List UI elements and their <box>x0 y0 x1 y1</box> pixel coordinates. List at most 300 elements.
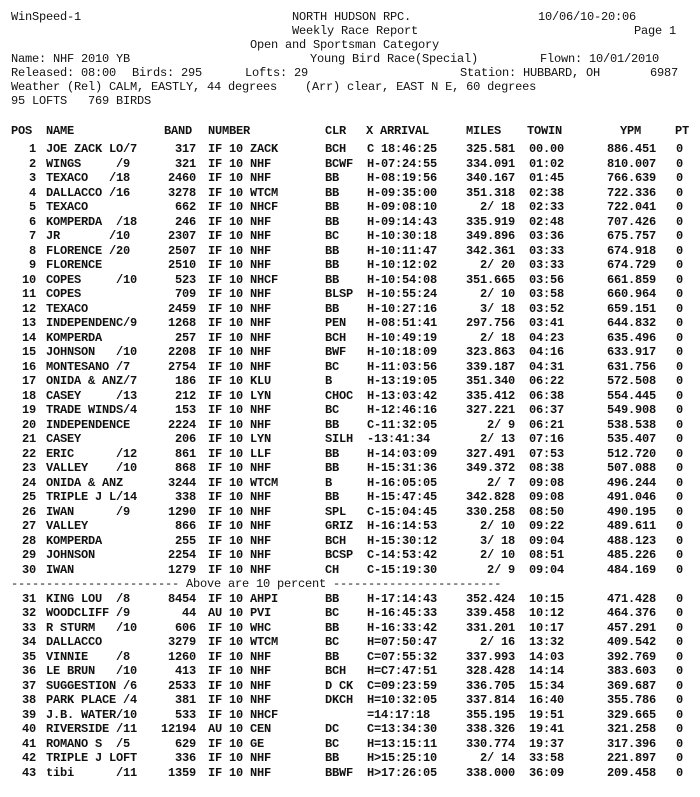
cell-band: 3278 <box>167 185 196 200</box>
cell-pos: 19 <box>21 403 36 417</box>
cell-miles: 323.863 <box>465 345 515 359</box>
cell-ypm: 886.451 <box>606 142 656 156</box>
col-number: NUMBER <box>208 124 251 138</box>
cell-name: INDEPENDENCE <box>46 417 131 432</box>
race-name: Name: NHF 2010 YB <box>11 52 131 66</box>
cell-ypm: 409.542 <box>606 635 656 649</box>
cell-pos: 16 <box>21 359 36 374</box>
cell-arrival: H-15:31:36 <box>367 461 438 475</box>
cell-name: RIVERSIDE /11 <box>46 722 138 736</box>
cell-number: IF 10 NHF <box>208 287 272 301</box>
cell-arrival: =14:17:18 <box>367 707 431 722</box>
cell-ypm: 485.226 <box>606 548 656 562</box>
cell-clr: BC <box>325 635 340 649</box>
cell-arrival: H>15:25:10 <box>367 751 438 765</box>
cell-name: DALLACCO /16 <box>46 185 131 200</box>
cell-pt: 0 <box>675 374 683 388</box>
cell-towin: 09:22 <box>528 519 564 533</box>
cell-band: 2208 <box>167 345 196 359</box>
cell-pos: 27 <box>21 519 36 533</box>
cell-band: 246 <box>174 214 196 229</box>
cell-band: 413 <box>174 664 196 678</box>
cell-pt: 0 <box>675 548 683 562</box>
cell-ypm: 707.426 <box>606 214 656 229</box>
cell-number: IF 10 AHPI <box>208 591 279 606</box>
cell-band: 868 <box>174 461 196 475</box>
cell-miles: 328.428 <box>465 664 515 678</box>
cell-name: ONIDA & ANZ/7 <box>46 374 138 388</box>
cell-pt: 0 <box>675 591 683 606</box>
table-row <box>0 244 700 258</box>
cell-name: DALLACCO <box>46 635 103 649</box>
cell-name: IWAN /9 <box>46 504 131 519</box>
cell-miles: 339.187 <box>465 359 515 374</box>
cell-towin: 33:58 <box>528 751 564 765</box>
cell-number: IF 10 NHCF <box>208 272 279 287</box>
cell-pt: 0 <box>675 330 683 345</box>
table-row <box>0 403 700 417</box>
cell-towin: 15:34 <box>528 678 564 693</box>
cell-pt: 0 <box>675 707 683 722</box>
cell-number: IF 10 NHF <box>208 171 272 185</box>
club-name: NORTH HUDSON RPC. <box>292 10 412 24</box>
cell-pos: 7 <box>28 229 36 243</box>
cell-ypm: 810.007 <box>606 156 656 171</box>
cell-band: 338 <box>174 490 196 504</box>
cell-miles: 2/ 10 <box>479 548 515 562</box>
cell-arrival: H-10:54:08 <box>367 272 438 287</box>
cell-number: AU 10 CEN <box>208 722 272 736</box>
cell-ypm: 496.244 <box>606 475 656 490</box>
weather: Weather (Rel) CALM, EASTLY, 44 degrees (Arr) clear, EAST N E, 60 degrees <box>11 80 537 94</box>
cell-name: KING LOU /8 <box>46 591 131 606</box>
cell-pos: 20 <box>21 417 36 432</box>
page-number: Page 1 <box>634 24 677 38</box>
cell-arrival: H-10:49:19 <box>367 330 438 345</box>
cell-arrival: H-10:11:47 <box>367 243 438 258</box>
cell-pos: 1 <box>28 142 36 156</box>
cell-number: IF 10 NHF <box>208 490 272 504</box>
cell-number: IF 10 NHF <box>208 533 272 548</box>
table-row <box>0 273 700 287</box>
cell-pos: 39 <box>21 707 36 722</box>
cell-clr: BB <box>325 649 340 664</box>
cell-pt: 0 <box>675 649 683 664</box>
col-clr: CLR <box>325 124 347 138</box>
cell-name: PARK PLACE /4 <box>46 693 138 707</box>
table-row <box>0 635 700 649</box>
cell-miles: 338.326 <box>465 722 515 736</box>
cell-pt: 0 <box>675 490 683 504</box>
cell-name: MONTESANO /7 <box>46 359 131 374</box>
cell-miles: 339.458 <box>465 606 515 620</box>
cell-ypm: 535.407 <box>606 432 656 446</box>
cell-pt: 0 <box>675 171 683 185</box>
cell-pt: 0 <box>675 388 683 403</box>
cell-name: R STURM /10 <box>46 620 138 635</box>
cell-pos: 23 <box>21 461 36 475</box>
table-row <box>0 519 700 533</box>
cell-ypm: 722.041 <box>606 200 656 214</box>
cell-name: WOODCLIFF /9 <box>46 606 131 620</box>
cell-pos: 37 <box>21 678 36 693</box>
cell-arrival: H-09:14:43 <box>367 214 438 229</box>
cell-ypm: 490.195 <box>606 504 656 519</box>
cell-clr: GRIZ <box>325 519 354 533</box>
cell-arrival: C=07:55:32 <box>367 649 438 664</box>
table-row <box>0 447 700 461</box>
cell-band: 255 <box>174 533 196 548</box>
cell-ypm: 321.258 <box>606 722 656 736</box>
cell-arrival: H-08:19:56 <box>367 171 438 185</box>
cell-towin: 36:09 <box>528 765 564 780</box>
cell-miles: 340.167 <box>465 171 515 185</box>
cell-band: 186 <box>174 374 196 388</box>
cell-number: IF 10 NHF <box>208 751 272 765</box>
cell-clr: BB <box>325 490 340 504</box>
table-row <box>0 287 700 301</box>
cell-ypm: 661.859 <box>606 272 656 287</box>
cell-arrival: H=07:50:47 <box>367 635 438 649</box>
cell-clr: BB <box>325 461 340 475</box>
col-arrival: X ARRIVAL <box>366 124 430 138</box>
cell-pos: 41 <box>21 736 36 751</box>
table-row <box>0 722 700 736</box>
cell-towin: 04:31 <box>528 359 564 374</box>
cell-clr: BB <box>325 272 340 287</box>
cell-clr: D CK <box>325 678 354 693</box>
cell-band: 3279 <box>167 635 196 649</box>
cell-band: 2459 <box>167 301 196 316</box>
cell-arrival: H-10:30:18 <box>367 229 438 243</box>
cell-ypm: 538.538 <box>606 417 656 432</box>
cell-clr: BB <box>325 751 340 765</box>
cell-miles: 327.491 <box>465 446 515 461</box>
cell-miles: 2/ 9 <box>486 417 515 432</box>
cell-miles: 2/ 7 <box>486 475 515 490</box>
cell-ypm: 221.897 <box>606 751 656 765</box>
cell-arrival: H-16:33:42 <box>367 620 438 635</box>
cell-number: IF 10 NHF <box>208 258 272 272</box>
cell-clr: BC <box>325 736 340 751</box>
table-row <box>0 548 700 562</box>
table-row <box>0 345 700 359</box>
cell-miles: 2/ 18 <box>479 200 515 214</box>
cell-name: SUGGESTION /6 <box>46 678 138 693</box>
table-row <box>0 592 700 606</box>
cell-number: IF 10 NHCF <box>208 200 279 214</box>
cell-pt: 0 <box>675 156 683 171</box>
cell-number: IF 10 NHF <box>208 548 272 562</box>
cell-ypm: 766.639 <box>606 171 656 185</box>
cell-clr: DKCH <box>325 693 354 707</box>
cell-arrival: H=C7:47:51 <box>367 664 438 678</box>
cell-ypm: 464.376 <box>606 606 656 620</box>
cell-number: IF 10 NHF <box>208 403 272 417</box>
table-row <box>0 215 700 229</box>
cell-name: tibi /11 <box>46 765 138 780</box>
cell-pt: 0 <box>675 258 683 272</box>
cell-pt: 0 <box>675 461 683 475</box>
cell-name: JOE ZACK LO/7 <box>46 142 138 156</box>
table-row <box>0 186 700 200</box>
cell-towin: 03:52 <box>528 301 564 316</box>
col-ypm: YPM <box>620 124 642 138</box>
cell-pt: 0 <box>675 635 683 649</box>
cell-number: IF 10 NHF <box>208 214 272 229</box>
cell-towin: 01:02 <box>528 156 564 171</box>
released-time: Released: 08:00 <box>11 66 117 80</box>
cell-clr: SILH <box>325 432 354 446</box>
cell-pos: 33 <box>21 620 36 635</box>
cell-arrival: H-16:14:53 <box>367 519 438 533</box>
cell-arrival: H-10:12:02 <box>367 258 438 272</box>
cell-number: IF 10 WTCM <box>208 185 279 200</box>
cell-ypm: 635.496 <box>606 330 656 345</box>
cell-pt: 0 <box>675 316 683 330</box>
cell-towin: 16:40 <box>528 693 564 707</box>
cell-miles: 351.340 <box>465 374 515 388</box>
cell-number: IF 10 LYN <box>208 388 272 403</box>
cell-arrival: C-14:53:42 <box>367 548 438 562</box>
cell-pos: 3 <box>28 171 36 185</box>
cell-ypm: 329.665 <box>606 707 656 722</box>
cell-towin: 10:15 <box>528 591 564 606</box>
cell-towin: 14:03 <box>528 649 564 664</box>
cell-towin: 08:50 <box>528 504 564 519</box>
cell-ypm: 644.832 <box>606 316 656 330</box>
cell-towin: 13:32 <box>528 635 564 649</box>
cell-band: 3244 <box>167 475 196 490</box>
cell-number: IF 10 WHC <box>208 620 272 635</box>
cell-pos: 24 <box>21 475 36 490</box>
cell-clr: BB <box>325 243 340 258</box>
cell-pt: 0 <box>675 751 683 765</box>
cell-band: 321 <box>174 156 196 171</box>
ten-percent-divider <box>0 577 700 591</box>
table-row <box>0 142 700 156</box>
cell-miles: 349.372 <box>465 461 515 475</box>
divider-text: ------------------------ Above are 10 percent ------------------------ <box>11 577 502 591</box>
cell-ypm: 355.786 <box>606 693 656 707</box>
cell-name: FLORENCE <box>46 258 103 272</box>
cell-clr: BCH <box>325 330 347 345</box>
cell-clr: B <box>325 374 333 388</box>
table-row <box>0 563 700 577</box>
cell-band: 2510 <box>167 258 196 272</box>
cell-arrival: H-09:35:00 <box>367 185 438 200</box>
cell-number: IF 10 NHF <box>208 243 272 258</box>
cell-arrival: -13:41:34 <box>367 432 431 446</box>
cell-towin: 04:23 <box>528 330 564 345</box>
cell-arrival: H=10:32:05 <box>367 693 438 707</box>
table-row <box>0 374 700 388</box>
cell-ypm: 675.757 <box>606 229 656 243</box>
cell-name: COPES /10 <box>46 272 138 287</box>
cell-towin: 14:14 <box>528 664 564 678</box>
table-row <box>0 505 700 519</box>
cell-arrival: C=09:23:59 <box>367 678 438 693</box>
cell-arrival: H-11:03:56 <box>367 359 438 374</box>
cell-ypm: 457.291 <box>606 620 656 635</box>
cell-name: JOHNSON /10 <box>46 345 138 359</box>
cell-band: 2224 <box>167 417 196 432</box>
cell-miles: 351.665 <box>465 272 515 287</box>
cell-number: IF 10 GE <box>208 736 265 751</box>
cell-pos: 12 <box>21 301 36 316</box>
cell-name: VALLEY <box>46 519 89 533</box>
cell-arrival: H-10:18:09 <box>367 345 438 359</box>
cell-miles: 2/ 10 <box>479 287 515 301</box>
cell-towin: 06:21 <box>528 417 564 432</box>
table-row <box>0 693 700 707</box>
cell-clr: BB <box>325 620 340 635</box>
col-towin: TOWIN <box>527 124 563 138</box>
cell-band: 317 <box>174 142 196 156</box>
cell-pt: 0 <box>675 345 683 359</box>
cell-arrival: H-15:30:12 <box>367 533 438 548</box>
table-row <box>0 157 700 171</box>
cell-clr: DC <box>325 722 340 736</box>
cell-towin: 00.00 <box>528 142 564 156</box>
cell-clr: BC <box>325 359 340 374</box>
cell-pt: 0 <box>675 200 683 214</box>
col-band: BAND <box>164 124 193 138</box>
cell-miles: 330.258 <box>465 504 515 519</box>
cell-arrival: H-12:46:16 <box>367 403 438 417</box>
table-row <box>0 766 700 780</box>
cell-band: 1359 <box>167 765 196 780</box>
table-row <box>0 331 700 345</box>
cell-miles: 338.000 <box>465 765 515 780</box>
cell-number: IF 10 NHF <box>208 330 272 345</box>
cell-pos: 38 <box>21 693 36 707</box>
cell-band: 533 <box>174 707 196 722</box>
table-row <box>0 229 700 243</box>
cell-towin: 02:33 <box>528 200 564 214</box>
header-line-7 <box>0 94 700 108</box>
cell-miles: 342.828 <box>465 490 515 504</box>
cell-arrival: H>17:26:05 <box>367 765 438 780</box>
cell-miles: 325.581 <box>465 142 515 156</box>
table-row <box>0 664 700 678</box>
cell-number: AU 10 PVI <box>208 606 272 620</box>
station-code: 6987 <box>650 66 679 80</box>
cell-arrival: H-07:24:55 <box>367 156 438 171</box>
cell-miles: 337.993 <box>465 649 515 664</box>
table-row <box>0 461 700 475</box>
table-row <box>0 389 700 403</box>
cell-pt: 0 <box>675 678 683 693</box>
table-row <box>0 360 700 374</box>
cell-name: LE BRUN /10 <box>46 664 138 678</box>
cell-miles: 327.221 <box>465 403 515 417</box>
cell-band: 336 <box>174 751 196 765</box>
cell-ypm: 660.964 <box>606 287 656 301</box>
cell-name: CASEY <box>46 432 82 446</box>
cell-towin: 07:16 <box>528 432 564 446</box>
cell-pt: 0 <box>675 475 683 490</box>
cell-number: IF 10 ZACK <box>208 142 279 156</box>
cell-miles: 330.774 <box>465 736 515 751</box>
cell-band: 606 <box>174 620 196 635</box>
cell-towin: 03:56 <box>528 272 564 287</box>
cell-pos: 32 <box>21 606 36 620</box>
cell-miles: 2/ 9 <box>486 562 515 577</box>
cell-pt: 0 <box>675 432 683 446</box>
table-row <box>0 171 700 185</box>
cell-pos: 29 <box>21 548 36 562</box>
cell-pos: 6 <box>28 214 36 229</box>
col-pt: PT <box>675 124 690 138</box>
cell-name: ONIDA & ANZ <box>46 475 124 490</box>
cell-name: TRADE WINDS/4 <box>46 403 138 417</box>
cell-band: 8454 <box>167 591 196 606</box>
cell-towin: 08:51 <box>528 548 564 562</box>
header-line-5 <box>0 66 700 80</box>
cell-clr: BB <box>325 301 340 316</box>
cell-clr: BB <box>325 171 340 185</box>
cell-towin: 09:08 <box>528 475 564 490</box>
cell-pos: 13 <box>21 316 36 330</box>
program-name: WinSpeed-1 <box>11 10 82 24</box>
cell-clr: BC <box>325 229 340 243</box>
cell-towin: 09:04 <box>528 533 564 548</box>
cell-clr: SPL <box>325 504 347 519</box>
cell-pos: 43 <box>21 765 36 780</box>
cell-band: 1260 <box>167 649 196 664</box>
cell-pos: 2 <box>28 156 36 171</box>
cell-ypm: 484.169 <box>606 562 656 577</box>
cell-pt: 0 <box>675 417 683 432</box>
cell-name: JOHNSON <box>46 548 96 562</box>
cell-clr: BB <box>325 214 340 229</box>
col-miles: MILES <box>466 124 502 138</box>
cell-number: IF 10 NHF <box>208 359 272 374</box>
cell-miles: 2/ 20 <box>479 258 515 272</box>
cell-towin: 10:17 <box>528 620 564 635</box>
table-row <box>0 316 700 330</box>
cell-band: 662 <box>174 200 196 214</box>
cell-pt: 0 <box>675 272 683 287</box>
cell-number: IF 10 NHF <box>208 649 272 664</box>
cell-pos: 9 <box>28 258 36 272</box>
cell-towin: 19:37 <box>528 736 564 751</box>
cell-towin: 03:33 <box>528 243 564 258</box>
header-line-3 <box>0 38 700 52</box>
cell-arrival: H-17:14:43 <box>367 591 438 606</box>
cell-pt: 0 <box>675 562 683 577</box>
cell-band: 2507 <box>167 243 196 258</box>
cell-clr: BC <box>325 403 340 417</box>
cell-name: JR /10 <box>46 229 131 243</box>
cell-pt: 0 <box>675 606 683 620</box>
cell-arrival: H-10:27:16 <box>367 301 438 316</box>
cell-arrival: H=13:15:11 <box>367 736 438 751</box>
cell-pos: 22 <box>21 446 36 461</box>
cell-name: J.B. WATER/10 <box>46 707 138 722</box>
cell-pos: 4 <box>28 185 36 200</box>
cell-arrival: H-14:03:09 <box>367 446 438 461</box>
cell-towin: 03:36 <box>528 229 564 243</box>
cell-arrival: H-09:08:10 <box>367 200 438 214</box>
cell-pt: 0 <box>675 229 683 243</box>
cell-pos: 15 <box>21 345 36 359</box>
cell-name: WINGS /9 <box>46 156 131 171</box>
cell-name: VINNIE /8 <box>46 649 131 664</box>
cell-ypm: 507.088 <box>606 461 656 475</box>
cell-towin: 06:22 <box>528 374 564 388</box>
